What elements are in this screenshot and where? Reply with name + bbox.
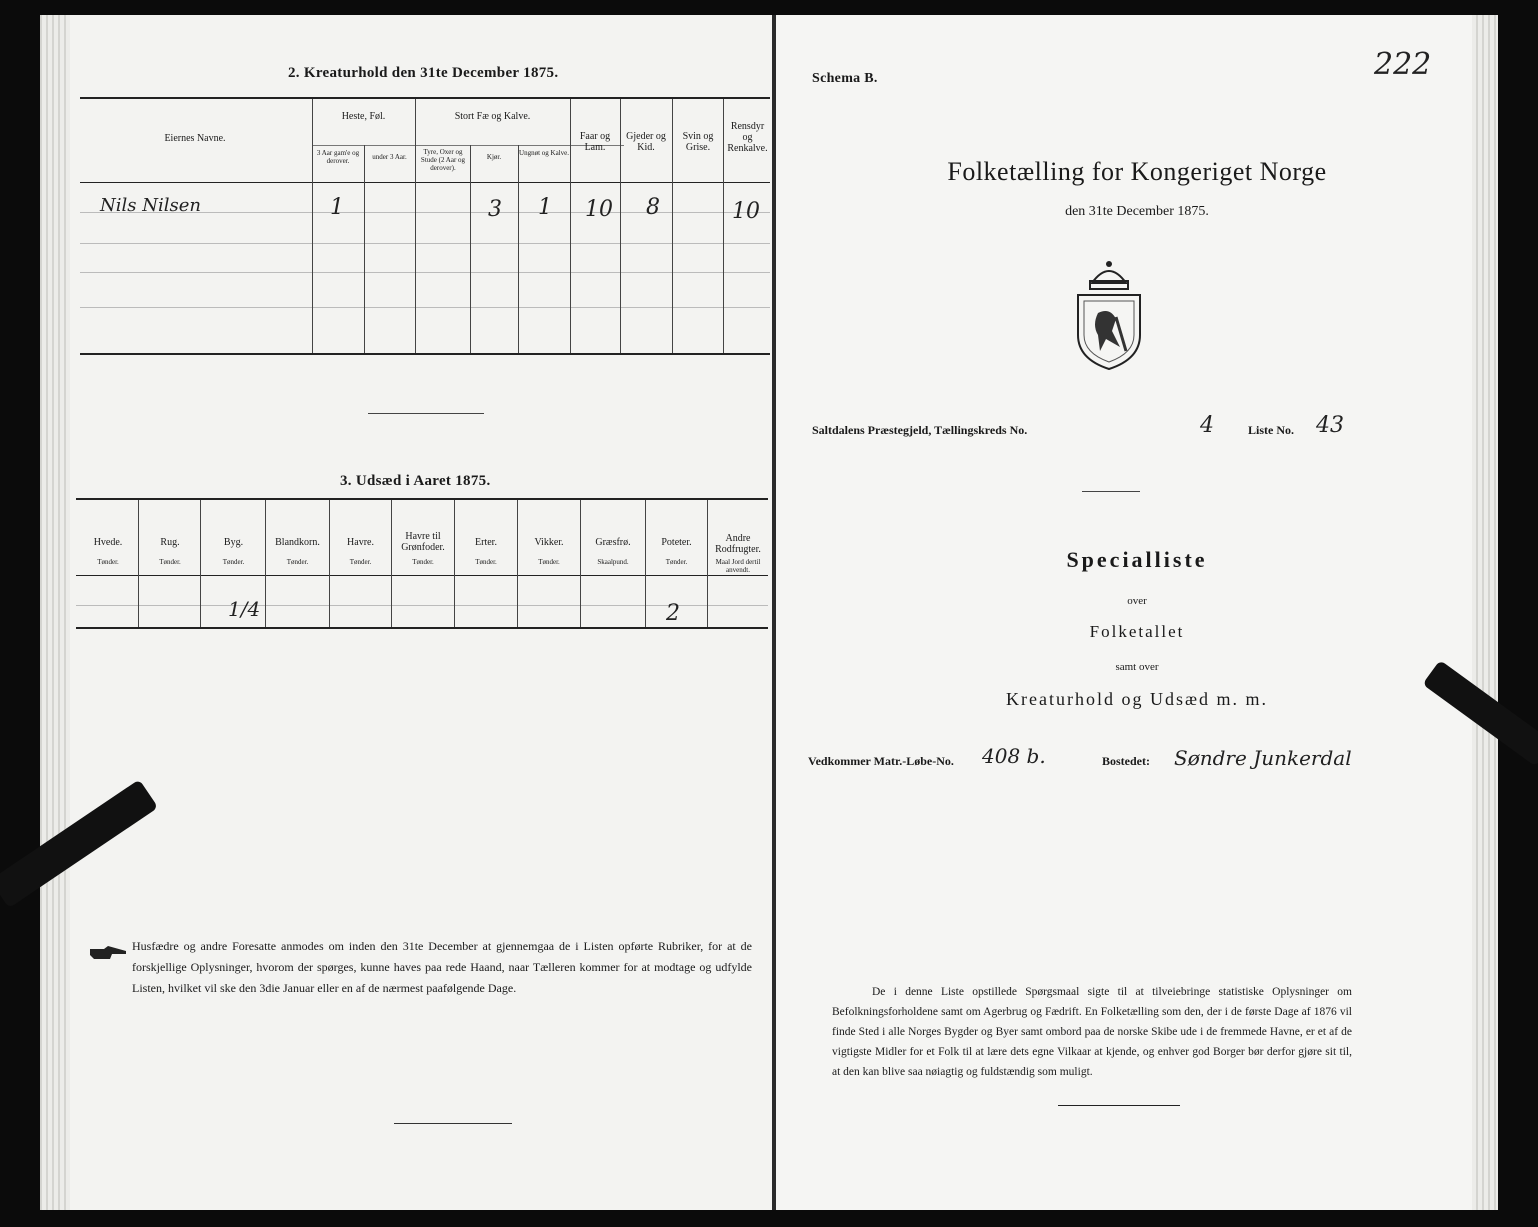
crop-erter: Erter. [475, 537, 497, 548]
table-top-rule [80, 97, 770, 99]
crop-hvede: Hvede. [93, 537, 123, 548]
heste-old-value: 1 [330, 195, 344, 220]
over-text: over [1127, 595, 1147, 607]
owner-header: Eiernes Navne. [164, 133, 226, 144]
closing-line [394, 1123, 512, 1124]
heste-sub-old: 3 Aar gam'e og derover. [316, 149, 360, 165]
rensdyr-header: Rensdyr og Renkalve. [727, 121, 768, 154]
kreds-number: 4 [1200, 413, 1214, 438]
col-divider [570, 99, 571, 353]
crop-rug: Rug. [160, 537, 180, 548]
gjeder-header: Gjeder og Kid. [626, 131, 666, 153]
heste-sub-young: under 3 Aar. [372, 153, 407, 161]
crop-blandkorn: Blandkorn. [275, 537, 320, 548]
stort-sub-kjor: Kjør. [486, 153, 502, 161]
unit-poteter: Tønder. [665, 558, 688, 566]
crop-poteter: Poteter. [661, 537, 692, 548]
stort-fae-header: Stort Fæ og Kalve. [454, 111, 531, 122]
folketallet-text: Folketallet [1089, 622, 1185, 641]
table-top-rule [76, 498, 768, 500]
crop-havre: Havre. [347, 537, 374, 548]
left-page [40, 15, 772, 1210]
separator-line [1082, 491, 1140, 492]
page-number: 222 [1374, 47, 1432, 82]
svin-header: Svin og Grise. [682, 131, 714, 153]
col-divider [470, 145, 471, 353]
crop-graesfro: Græsfrø. [595, 537, 631, 548]
col-divider [672, 99, 673, 353]
crop-byg: Byg. [223, 537, 244, 548]
page-edge-left [40, 15, 70, 1210]
unit-hvede: Tønder. [97, 558, 119, 566]
unit-graesfro: Skaalpund. [597, 558, 629, 566]
poteter-value: 2 [666, 601, 680, 626]
owner-name: Nils Nilsen [100, 195, 201, 216]
liste-number: 43 [1316, 413, 1344, 438]
parish-label: Saltdalens Præstegjeld, Tællingskreds No. [812, 423, 1028, 437]
row-rule [76, 605, 768, 606]
col-divider [200, 500, 201, 627]
samt-over-text: samt over [1115, 661, 1159, 673]
unit-rug: Tønder. [159, 558, 181, 566]
faar-header: Faar og Lam. [579, 131, 611, 153]
header-bottom-rule [80, 182, 770, 183]
coat-of-arms-icon [1072, 255, 1146, 371]
row-rule [80, 272, 770, 273]
unit-andre-rodfrugter: Maal Jord dertil anvendt. [715, 558, 761, 574]
kjor-value: 3 [488, 197, 502, 222]
row-rule [80, 243, 770, 244]
bosted-value: Søndre Junkerdal [1174, 746, 1352, 770]
unit-byg: Tønder. [222, 558, 245, 566]
col-divider [415, 99, 416, 353]
col-divider [518, 145, 519, 353]
unit-erter: Tønder. [475, 558, 497, 566]
pointing-hand-icon [88, 943, 128, 963]
stort-sub-tyre: Tyre, Oxer og Stude (2 Aar og derover). [420, 148, 466, 172]
unit-blandkorn: Tønder. [286, 558, 309, 566]
schema-label: Schema B. [812, 71, 878, 86]
info-paragraph: De i denne Liste opstillede Spørgsmaal sigte til at tilveiebringe statistiske Oplysninger om Befolkningsforholdene samt om Agerbrug og Fædrift. En Folketælling som den, der i de første Dage af 1876 vil finde Sted i alle Norges Bygder og Byer samt ombord paa de norske Skibe ude i de fremmede Havne, er et af de vigtigste Midler for et Folk til at lære dets egne Vilkaar at kjende, og enhver god Borger bør derfor gjøre sit til, at den kan blive saa nøiagtig og fuldstændig som muligt. [832, 986, 1352, 1078]
gjeder-value: 8 [646, 195, 660, 220]
rensdyr-value: 10 [732, 199, 760, 224]
section2-title: 2. Kreaturhold den 31te December 1875. [288, 65, 559, 81]
ungnot-value: 1 [538, 195, 552, 220]
separator-line [368, 413, 484, 414]
table-bottom-rule [80, 353, 770, 355]
crop-andre-rodfrugter: Andre Rodfrugter. [715, 533, 761, 555]
unit-vikker: Tønder. [538, 558, 560, 566]
closing-line [1058, 1105, 1180, 1106]
table-bottom-rule [76, 627, 768, 629]
row-rule [80, 307, 770, 308]
col-divider [364, 145, 365, 353]
col-divider [723, 99, 724, 353]
col-divider [312, 99, 313, 353]
col-divider [138, 500, 139, 627]
section3-title: 3. Udsæd i Aaret 1875. [340, 473, 491, 489]
heste-header: Heste, Føl. [341, 111, 386, 122]
unit-havre-gronfoder: Tønder. [412, 558, 434, 566]
instructions-notice: Husfædre og andre Foresatte anmodes om inden den 31te December at gjennemgaa de i Listen opførte Rubriker, for at de forskjellige Oplysninger, hvorom der spørges, kunne haves paa rede Haand, naar Tælleren kommer for at modtage og udfylde Listen, hvilket vil ske den 3die Januar eller en af de nærmest paafølgende Dage. [132, 939, 752, 995]
special-list-title: Specialliste [1066, 547, 1208, 572]
page-edge-right [1472, 15, 1498, 1210]
unit-havre: Tønder. [349, 558, 372, 566]
matr-label: Vedkommer Matr.-Løbe-No. [808, 754, 954, 768]
crop-havre-gronfoder: Havre til Grønfoder. [401, 531, 445, 553]
main-title: Folketælling for Kongeriget Norge [947, 157, 1327, 186]
stort-sub-ungnot: Ungnøt og Kalve. [519, 149, 569, 157]
matr-number: 408 b. [982, 744, 1046, 768]
col-divider [620, 99, 621, 353]
faar-value: 10 [585, 197, 613, 222]
kreaturhold-title: Kreaturhold og Udsæd m. m. [1006, 689, 1268, 709]
bosted-label: Bostedet: [1102, 754, 1150, 768]
census-date: den 31te December 1875. [1065, 204, 1209, 219]
right-page [776, 15, 1498, 1210]
crop-vikker: Vikker. [534, 537, 564, 548]
header-bottom-rule [76, 575, 768, 576]
liste-label: Liste No. [1248, 423, 1294, 437]
byg-value: 1/4 [228, 597, 261, 621]
